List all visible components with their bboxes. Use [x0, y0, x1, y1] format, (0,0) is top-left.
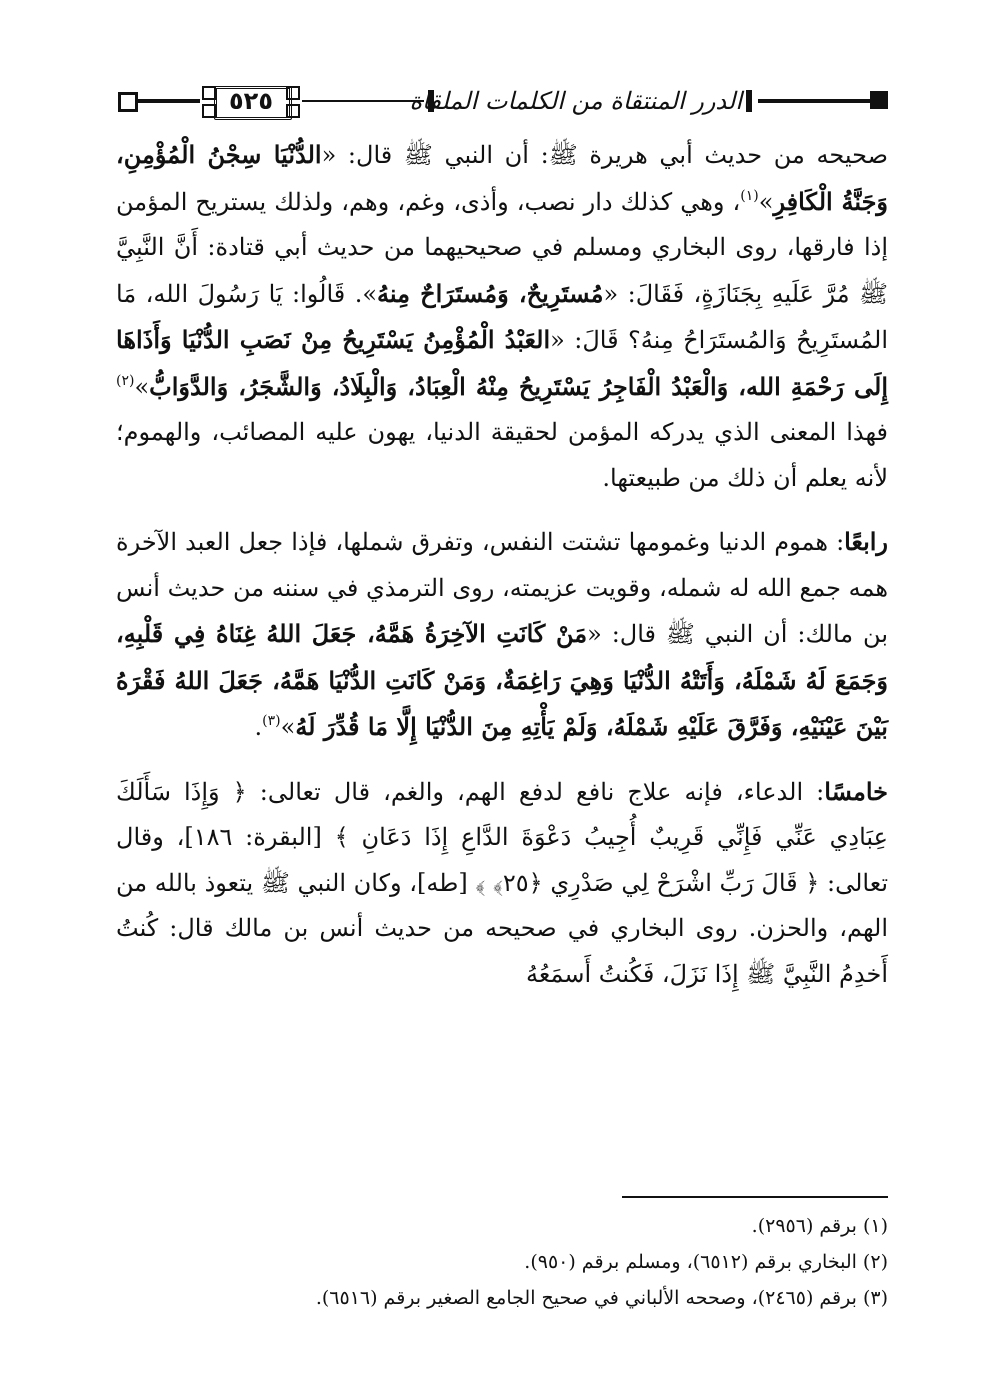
- page-number-box: [200, 84, 302, 118]
- frame-corner-ornament: [286, 104, 300, 118]
- book-title: الدرر المنتقاة من الكلمات الملقاة: [409, 87, 742, 115]
- text-span: فهذا المعنى الذي يدركه المؤمن لحقيقة الدنيا، يهون عليه المصائب، والهموم؛ لأنه يعلم أن ذلك من طبيعتها.: [116, 418, 888, 492]
- footnote: (١) برقم (٢٩٥٦).: [751, 1215, 888, 1237]
- header-filled-square-right: [870, 91, 888, 109]
- text-span: : الدعاء، فإنه علاج نافع لدفع الهم، والغم، قال تعالى: ﴿ وَإِذَا سَأَلَكَ عِبَادِي عَنِّي فَإِنِّي قَرِيبٌ أُجِيبُ دَعْوَةَ الدَّاعِ إِذَا دَعَانِ ﴾ [البقرة: ١٨٦]، وقال تعالى: ﴿ قَالَ رَبِّ اشْرَحْ لِي صَدْرِي ﴿٢٥﴾ ﴾ [طه]، وكان النبي ﷺ يتعوذ بالله من الهم، والحزن. روى البخاري في صحيحه من حديث أنس بن مالك قال: كُنتُ أَخدِمُ النَّبِيَّ ﷺ إِذَا نَزَلَ، فَكُنتُ أَسمَعُهُ: [116, 777, 888, 988]
- text-span: »: [134, 372, 150, 401]
- header-rule-right: [758, 99, 870, 103]
- frame-corner-ornament: [286, 86, 300, 100]
- header-hollow-square-left: [118, 92, 138, 112]
- footnote-ref: (١): [740, 187, 759, 204]
- text-span: »: [758, 187, 774, 216]
- footnote-ref: (٣): [262, 713, 281, 729]
- paragraph: [116, 132, 888, 501]
- hadith-quote: مُستَرِيحٌ، وَمُستَرَاحٌ مِنهُ: [377, 278, 604, 308]
- header-bar-ornament: [746, 90, 752, 112]
- footnote-separator: [622, 1196, 888, 1198]
- text-span: ». قَالُوا: يَا رَسُولَ الله، مَا المُستَرِيحُ وَالمُستَرَاحُ مِنهُ؟ قَالَ: «: [116, 279, 888, 354]
- frame-corner-ornament: [202, 104, 216, 118]
- page-number: ٥٢٥: [229, 87, 273, 115]
- point-heading: رابعًا: [844, 527, 888, 556]
- text-span: .: [254, 713, 263, 741]
- paragraph: [116, 769, 888, 998]
- hadith-quote: الدُّنْيَا سِجْنُ الْمُؤْمِنِ، وَجَنَّةُ الْكَافِرِ: [116, 140, 889, 216]
- footnote: (٢) البخاري برقم (٦٥١٢)، ومسلم برقم (٩٥٠).: [524, 1251, 888, 1273]
- footnote-ref: (٢): [116, 372, 135, 389]
- text-span: »: [280, 713, 296, 741]
- hadith-quote: العَبْدُ الْمُؤْمِنُ يَسْتَرِيحُ مِنْ نَصَبِ الدُّنْيَا وَأَذَاهَا إِلَى رَحْمَةِ الله، وَالْعَبْدُ الْفَاجِرُ يَسْتَرِيحُ مِنْهُ الْعِبَادُ، وَالْبِلَادُ، وَالشَّجَرُ، وَالدَّوَابُّ: [116, 325, 888, 401]
- page-header: [118, 84, 890, 120]
- paragraph: [116, 519, 888, 751]
- main-text: [116, 132, 888, 997]
- footnote: (٣) برقم (٢٤٦٥)، وصححه الألباني في صحيح الجامع الصغير برقم (٦٥١٦).: [315, 1287, 888, 1309]
- footnotes: [116, 1208, 888, 1316]
- header-rule-middle: [302, 100, 424, 102]
- header-rule-left: [138, 99, 200, 103]
- point-heading: خامسًا: [824, 776, 888, 806]
- hadith-quote: مَنْ كَانَتِ الآخِرَةُ هَمَّهُ، جَعَلَ اللهُ غِنَاهُ فِي قَلْبِهِ، وَجَمَعَ لَهُ شَمْلَهُ، وَأَتَتْهُ الدُّنْيَا وَهِيَ رَاغِمَةٌ، وَمَنْ كَانَتِ الدُّنْيَا هَمَّهُ، جَعَلَ اللهُ فَقْرَهُ بَيْنَ عَيْنَيْهِ، وَفَرَّقَ عَلَيْهِ شَمْلَهُ، وَلَمْ يَأْتِهِ مِنَ الدُّنْيَا إِلَّا مَا قُدِّرَ لَهُ: [116, 619, 888, 741]
- text-span: : هموم الدنيا وغمومها تشتت النفس، وتفرق شملها، فإذا جعل العبد الآخرة همه جمع الله له شمله، وقويت عزيمته، روى الترمذي في سننه من حديث أنس بن مالك: أن النبي ﷺ قال: «: [116, 528, 889, 648]
- text-span: ، وهي كذلك دار نصب، وأذى، وغم، وهم، ولذلك يستريح المؤمن إذا فارقها، روى البخاري ومسلم في صحيحيهما من حديث أبي قتادة: أَنَّ النَّبِيَّ ﷺ مُرَّ عَلَيهِ بِجَنَازَةٍ، فَقَالَ: «: [116, 187, 888, 308]
- frame-corner-ornament: [202, 86, 216, 100]
- text-span: صحيحه من حديث أبي هريرة ﷺ: أن النبي ﷺ قال: «: [321, 141, 888, 169]
